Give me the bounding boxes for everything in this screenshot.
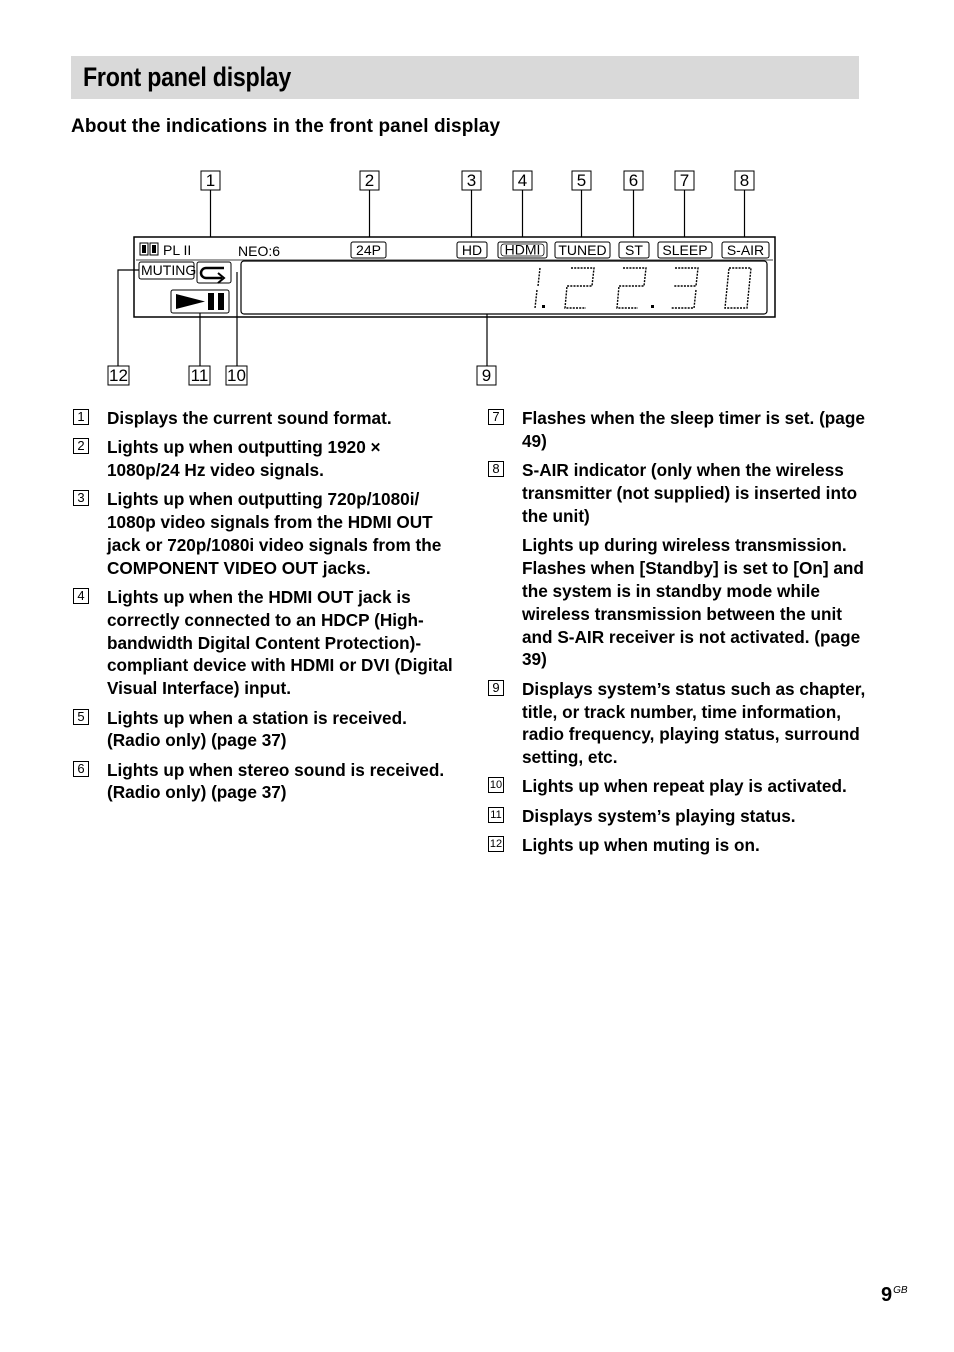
section-subtitle: About the indications in the front panel display xyxy=(71,116,501,137)
24p-indicator: 24P xyxy=(356,242,381,258)
callout-2-label: 2 xyxy=(364,171,375,190)
list-item xyxy=(488,834,868,857)
item-number: 11 xyxy=(488,807,504,823)
list-item xyxy=(488,805,868,828)
item-number: 8 xyxy=(488,461,504,477)
title-bar xyxy=(71,56,859,99)
list-item xyxy=(488,407,868,453)
list-item xyxy=(73,586,453,700)
list-item xyxy=(488,459,868,671)
bottom-callouts xyxy=(108,366,496,385)
callout-8 xyxy=(735,171,754,190)
item-number: 6 xyxy=(73,761,89,777)
callout-10 xyxy=(226,366,247,385)
item-text: Lights up when muting is on. xyxy=(522,835,760,856)
item-text: Lights up when a station is received. (Radio only) (page 37) xyxy=(107,707,407,751)
item-number: 12 xyxy=(489,838,503,851)
front-panel-diagram xyxy=(0,160,954,400)
descriptions-right xyxy=(488,407,868,863)
item-text: Displays system’s status such as chapter, title, or track number, time information, radio frequency, playing status, surround setting, etc. xyxy=(522,678,866,768)
item-text: Displays system’s playing status. xyxy=(522,805,796,826)
callout-3-label: 3 xyxy=(466,171,477,190)
item-text: Lights up when the HDMI OUT jack is correctly connected to an HDCP (High-bandwidth Digital Content Protection)-compliant device with HDMI or DVI (Digital Visual Interface) input. xyxy=(107,587,453,699)
item-number: 2 xyxy=(73,438,89,454)
pl2-indicator: PL II xyxy=(163,242,192,258)
callout-3 xyxy=(462,171,481,190)
muting-indicator: MUTING xyxy=(141,262,197,278)
page-number xyxy=(881,1284,908,1307)
hd-indicator: HD xyxy=(461,242,483,258)
callout-9 xyxy=(477,366,496,385)
item-text: Flashes when the sleep timer is set. (page 49) xyxy=(522,408,865,451)
item-number: 3 xyxy=(73,490,89,506)
list-item xyxy=(73,436,453,482)
list-item xyxy=(488,775,868,798)
item-text: Displays the current sound format. xyxy=(107,408,392,428)
callout-1 xyxy=(201,171,220,190)
callout-5 xyxy=(572,171,591,190)
callout-6-label: 6 xyxy=(628,171,639,190)
list-item xyxy=(488,678,868,769)
item-text: Lights up when stereo sound is received. (Radio only) (page 37) xyxy=(107,759,445,803)
item-number: 7 xyxy=(488,409,504,425)
item-text: Lights up when outputting 1920 × 1080p/24 Hz video signals. xyxy=(107,437,381,481)
sleep-indicator: SLEEP xyxy=(662,242,708,258)
top-callouts xyxy=(201,171,754,190)
callout-9-label: 9 xyxy=(481,366,492,385)
list-item xyxy=(73,759,453,805)
descriptions-left xyxy=(73,407,453,811)
st-indicator: ST xyxy=(625,242,643,258)
callout-8-label: 8 xyxy=(739,171,750,190)
callout-5-label: 5 xyxy=(576,171,587,190)
item-number: 4 xyxy=(73,588,89,604)
neo6-indicator: NEO:6 xyxy=(238,243,281,259)
item-number: 9 xyxy=(488,680,504,696)
page-number-value: 9 xyxy=(881,1284,893,1306)
callout-7 xyxy=(675,171,694,190)
page-title: Front panel display xyxy=(83,62,291,92)
callout-2 xyxy=(360,171,379,190)
sair-indicator: S-AIR xyxy=(726,242,765,258)
item-text: S-AIR indicator (only when the wireless transmitter (not supplied) is inserted into the unit) xyxy=(522,460,858,526)
callout-12-label: 12 xyxy=(109,366,128,385)
item-number: 10 xyxy=(489,779,503,792)
callout-1-label: 1 xyxy=(205,171,216,190)
top-leader-lines xyxy=(211,190,745,239)
list-item xyxy=(73,407,453,430)
callout-4-label: 4 xyxy=(517,171,528,190)
item-text: Lights up when repeat play is activated. xyxy=(522,776,847,797)
list-item xyxy=(73,707,453,753)
callout-11 xyxy=(189,366,210,385)
item-number: 5 xyxy=(73,709,89,725)
hdmi-indicator: HDMI xyxy=(504,241,541,258)
tuned-indicator: TUNED xyxy=(558,242,607,258)
item-number: 1 xyxy=(73,409,89,425)
item-text: Lights up during wireless transmission. Flashes when [Standby] is set to [On] and the system is in standby mode while wireless transmission between the unit and S-AIR receiver is not activated. (page 39) xyxy=(522,535,864,670)
callout-6 xyxy=(624,171,643,190)
list-item xyxy=(73,488,453,579)
item-text: Lights up when outputting 720p/1080i/ 1080p video signals from the HDMI OUT jack or 720p/1080i video signals from the COMPONENT VIDEO OUT jacks. xyxy=(107,489,442,578)
callout-7-label: 7 xyxy=(679,171,690,190)
callout-11-label: 11 xyxy=(190,366,209,385)
page-number-suffix: GB xyxy=(893,1285,908,1296)
callout-10-label: 10 xyxy=(227,366,246,385)
callout-4 xyxy=(513,171,532,190)
callout-12 xyxy=(108,366,129,385)
